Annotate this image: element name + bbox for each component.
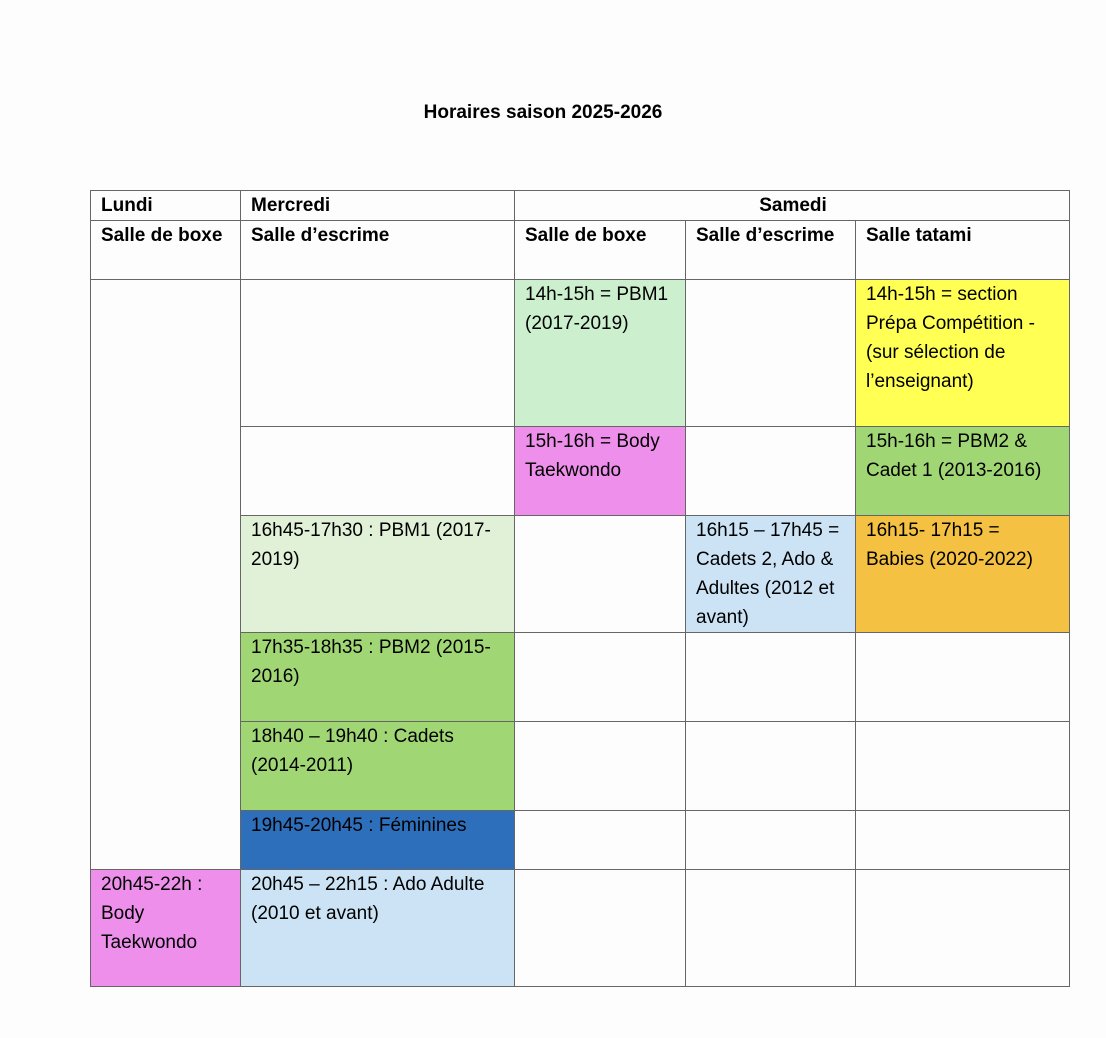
empty-cell	[686, 280, 856, 427]
empty-cell	[515, 811, 686, 870]
session-cell: 16h45-17h30 : PBM1 (2017-2019)	[241, 516, 515, 633]
session-cell: 16h15- 17h15 = Babies (2020-2022)	[856, 516, 1070, 633]
session-cell: 15h-16h = PBM2 & Cadet 1 (2013-2016)	[856, 427, 1070, 516]
table-room-row	[91, 221, 1070, 280]
session-cell: 20h45-22h : Body Taekwondo	[91, 870, 241, 987]
header-lundi-room: Salle de boxe	[91, 221, 241, 280]
empty-cell	[241, 280, 515, 427]
session-cell: 17h35-18h35 : PBM2 (2015-2016)	[241, 633, 515, 722]
table-header-row	[91, 191, 1070, 221]
empty-cell	[241, 427, 515, 516]
session-cell: 16h15 – 17h45 = Cadets 2, Ado & Adultes (2012 et avant)	[686, 516, 856, 633]
empty-cell	[856, 633, 1070, 722]
table-row	[91, 870, 1070, 987]
header-samedi-boxe: Salle de boxe	[515, 221, 686, 280]
header-mercredi: Mercredi	[241, 191, 515, 221]
session-cell: 20h45 – 22h15 : Ado Adulte (2010 et avant)	[241, 870, 515, 987]
session-cell: 19h45-20h45 : Féminines	[241, 811, 515, 870]
schedule-table	[90, 190, 1070, 987]
lundi-empty-cell	[91, 280, 241, 870]
header-lundi: Lundi	[91, 191, 241, 221]
empty-cell	[686, 427, 856, 516]
header-samedi-tatami: Salle tatami	[856, 221, 1070, 280]
empty-cell	[515, 722, 686, 811]
empty-cell	[856, 722, 1070, 811]
session-cell: 15h-16h = Body Taekwondo	[515, 427, 686, 516]
header-samedi-escrime: Salle d’escrime	[686, 221, 856, 280]
empty-cell	[515, 870, 686, 987]
empty-cell	[686, 722, 856, 811]
empty-cell	[686, 870, 856, 987]
session-cell: 18h40 – 19h40 : Cadets (2014-2011)	[241, 722, 515, 811]
empty-cell	[686, 633, 856, 722]
session-cell: 14h-15h = PBM1 (2017-2019)	[515, 280, 686, 427]
session-cell: 14h-15h = section Prépa Compétition - (sur sélection de l’enseignant)	[856, 280, 1070, 427]
empty-cell	[856, 811, 1070, 870]
header-mercredi-room: Salle d’escrime	[241, 221, 515, 280]
page-title: Horaires saison 2025-2026	[423, 102, 663, 123]
empty-cell	[856, 870, 1070, 987]
empty-cell	[515, 633, 686, 722]
header-samedi: Samedi	[515, 191, 1070, 221]
table-row	[91, 280, 1070, 427]
empty-cell	[686, 811, 856, 870]
empty-cell	[515, 516, 686, 633]
